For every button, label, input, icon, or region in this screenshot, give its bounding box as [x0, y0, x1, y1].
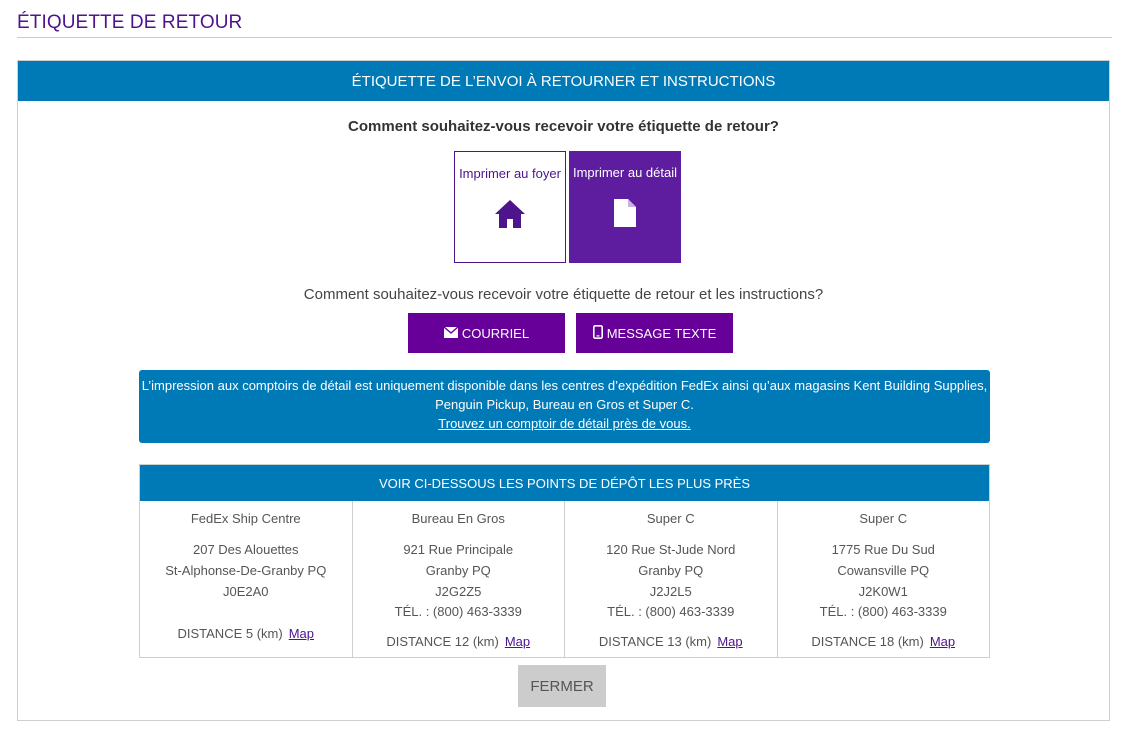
- location-postal: J0E2A0: [222, 584, 269, 599]
- location-card: [140, 501, 353, 657]
- print-at-home-option[interactable]: [454, 151, 566, 263]
- text-message-button[interactable]: [576, 313, 733, 353]
- print-at-home-label: Imprimer au foyer: [459, 166, 561, 181]
- map-link[interactable]: Map: [504, 634, 531, 649]
- email-button-label: COURRIEL: [461, 325, 530, 341]
- location-phone: TÉL. : (800) 463-3339: [819, 604, 947, 619]
- title-divider: [17, 37, 1112, 38]
- location-postal: J2K0W1: [858, 584, 908, 599]
- print-at-retail-option[interactable]: [569, 151, 681, 263]
- find-retail-counter-link[interactable]: Trouvez un comptoir de détail près de vous.: [438, 416, 691, 431]
- location-name: FedEx Ship Centre: [190, 511, 301, 526]
- location-city: Granby PQ: [638, 563, 704, 578]
- location-name: Super C: [646, 511, 695, 526]
- location-distance: DISTANCE 13 (km): [598, 634, 712, 649]
- home-icon: [494, 199, 526, 234]
- location-card: [353, 501, 566, 657]
- receive-label-question: Comment souhaitez-vous recevoir votre étiquette de retour?: [348, 118, 779, 135]
- map-link[interactable]: Map: [717, 634, 743, 649]
- retail-info-line-2: Penguin Pickup, Bureau en Gros et Super C.: [435, 397, 694, 412]
- location-city: Granby PQ: [425, 563, 491, 578]
- map-link[interactable]: Map: [288, 626, 314, 641]
- location-street: 921 Rue Principale: [403, 542, 514, 557]
- document-icon: [613, 198, 637, 233]
- dropoff-locations: [139, 464, 990, 658]
- location-phone: TÉL. : (800) 463-3339: [394, 604, 522, 619]
- envelope-icon: [444, 326, 458, 341]
- location-distance: DISTANCE 18 (km): [811, 634, 924, 649]
- location-phone: TÉL. : (800) 463-3339: [607, 604, 735, 619]
- location-postal: J2J2L5: [649, 584, 692, 599]
- location-card: [565, 501, 778, 657]
- print-at-retail-label: Imprimer au détail: [572, 165, 678, 180]
- map-link[interactable]: Map: [929, 634, 956, 649]
- page-title: ÉTIQUETTE DE RETOUR: [17, 12, 243, 33]
- location-name: Bureau En Gros: [411, 511, 505, 526]
- location-card: [778, 501, 990, 657]
- location-city: Cowansville PQ: [837, 563, 930, 578]
- close-button[interactable]: FERMER: [518, 665, 606, 707]
- location-distance: DISTANCE 12 (km): [386, 634, 499, 649]
- location-street: 207 Des Alouettes: [192, 542, 299, 557]
- text-message-button-label: MESSAGE TEXTE: [606, 325, 717, 341]
- mobile-phone-icon: [593, 325, 603, 342]
- location-street: 1775 Rue Du Sud: [831, 542, 935, 557]
- dropoff-header: VOIR CI-DESSOUS LES POINTS DE DÉPÔT LES PLUS PRÈS: [140, 465, 989, 501]
- retail-info-line-1: L’impression aux comptoirs de détail est uniquement disponible dans les centres d’expédition FedEx ainsi qu’aux magasins Kent Building Supplies,: [141, 378, 988, 393]
- email-button[interactable]: [408, 313, 565, 353]
- location-postal: J2G2Z5: [435, 584, 482, 599]
- panel-header: ÉTIQUETTE DE L’ENVOI À RETOURNER ET INSTRUCTIONS: [18, 61, 1109, 101]
- location-city: St-Alphonse-De-Granby PQ: [165, 563, 327, 578]
- location-name: Super C: [859, 511, 908, 526]
- location-street: 120 Rue St-Jude Nord: [606, 542, 736, 557]
- return-label-panel: [17, 60, 1110, 721]
- retail-info-box: [139, 370, 990, 443]
- location-distance: DISTANCE 5 (km): [177, 626, 283, 641]
- receive-instructions-question: Comment souhaitez-vous recevoir votre étiquette de retour et les instructions?: [303, 286, 824, 303]
